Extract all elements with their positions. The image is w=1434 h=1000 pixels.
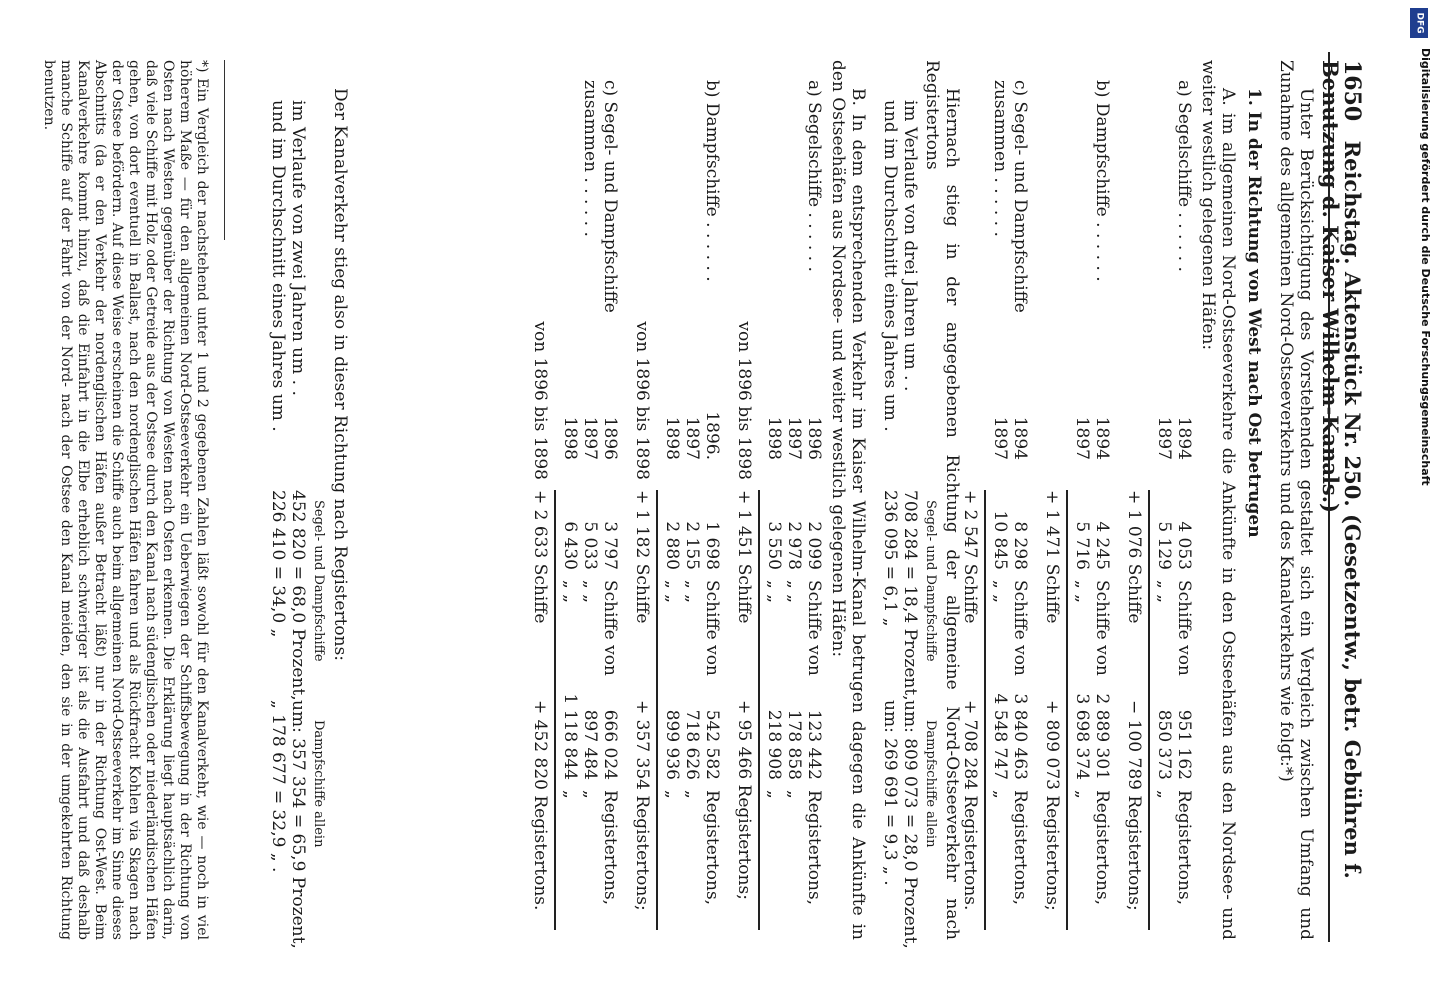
difference-row bbox=[734, 60, 754, 940]
section1-heading: 1. In der Richtung von West nach Ost betrugen bbox=[1244, 88, 1264, 538]
dfg-sidebar bbox=[1404, 8, 1434, 998]
year-cell: 1894 bbox=[1174, 416, 1194, 460]
column-header: Dampfschiffe allein bbox=[311, 720, 326, 848]
table-row bbox=[764, 60, 784, 940]
tons-unit-cell: Registertons, bbox=[804, 790, 824, 906]
ships-cell: 2 155 bbox=[682, 521, 702, 570]
year-cell: 1898 bbox=[662, 416, 682, 460]
table-row bbox=[1154, 60, 1174, 940]
difference-row bbox=[530, 60, 550, 940]
summary-value: 236 095 = 6,1 „ bbox=[880, 490, 900, 627]
difference-tons: + 708 284 Registertons. bbox=[960, 700, 980, 911]
year-cell: 1896 bbox=[600, 416, 620, 460]
tons-unit-cell: „ bbox=[784, 790, 804, 799]
ships-cell: 6 430 bbox=[560, 521, 580, 570]
difference-ships: + 2 547 Schiffe bbox=[960, 490, 980, 624]
tons-cell: 2 889 301 bbox=[1092, 693, 1112, 780]
sum-rule bbox=[984, 490, 986, 930]
ships-cell: 5 716 bbox=[1072, 521, 1092, 570]
tons-unit-cell: Registertons, bbox=[1174, 790, 1194, 906]
summary-label: im Verlaufe von zwei Jahren um . . bbox=[288, 100, 308, 396]
tons-cell: 542 582 bbox=[702, 709, 722, 780]
ships-unit-cell: „ „ bbox=[990, 580, 1010, 604]
difference-ships: + 1 451 Schiffe bbox=[734, 490, 754, 624]
footnote-rule bbox=[224, 60, 225, 240]
table-row bbox=[702, 60, 722, 940]
group-label: a) Segelschiffe . . . . . . bbox=[804, 80, 824, 272]
intro-paragraph: Unter Berücksichtigung des Vorstehenden gestaltet sich ein Vergleich zwischen Umfang und Zunahme des allgemeinen Nord-Ostseeverkehrs und des Kanalverkehrs wie folgt:*) bbox=[1276, 60, 1316, 940]
section-a-heading: A. im allgemeinen Nord-Ostseeverkehre die Ankünfte in den Ostseehäfen aus den Nordsee- und weiter westlich gelegenen Häfen: bbox=[1198, 60, 1238, 940]
ships-unit-cell: „ „ bbox=[1154, 580, 1174, 604]
table-row bbox=[804, 60, 824, 940]
summary-value: 708 284 = 18,4 Prozent, bbox=[900, 490, 920, 701]
summary-column-headers bbox=[920, 60, 940, 940]
table-row bbox=[682, 60, 702, 940]
difference-row bbox=[1124, 60, 1144, 940]
year-cell: 1897 bbox=[1154, 416, 1174, 460]
tons-unit-cell: Registertons, bbox=[600, 790, 620, 906]
ships-cell: 4 053 bbox=[1174, 521, 1194, 570]
summary-row bbox=[288, 60, 308, 949]
ships-unit-cell: „ „ bbox=[784, 580, 804, 604]
summary-value: 452 820 = 68,0 Prozent, bbox=[288, 490, 308, 701]
ships-cell: 5 033 bbox=[580, 521, 600, 570]
tons-cell: 123 442 bbox=[804, 709, 824, 780]
difference-row bbox=[960, 60, 980, 940]
ships-cell: 4 245 bbox=[1092, 521, 1112, 570]
difference-tons: + 452 820 Registertons. bbox=[530, 700, 550, 911]
ships-unit-cell: Schiffe von bbox=[600, 580, 620, 676]
ships-cell: 1 698 bbox=[702, 521, 722, 570]
table-row bbox=[580, 60, 600, 940]
page-title: Reichstag. Aktenstück Nr. 250. (Gesetzentw., betr. Gebühren f. Benutzung d. Kaiser Wilhelm-Kanals.) bbox=[1318, 60, 1365, 879]
ships-cell: 8 298 bbox=[1010, 521, 1030, 570]
ships-unit-cell: „ „ bbox=[662, 580, 682, 604]
sum-rule bbox=[1148, 490, 1150, 930]
table-row bbox=[662, 60, 682, 940]
difference-ships: + 1 076 Schiffe bbox=[1124, 490, 1144, 624]
tons-unit-cell: „ bbox=[990, 790, 1010, 799]
ships-unit-cell: Schiffe von bbox=[702, 580, 722, 676]
column-header: Segel- und Dampfschiffe bbox=[311, 500, 326, 662]
year-cell: 1898 bbox=[764, 416, 784, 460]
year-cell: 1896. bbox=[702, 411, 722, 460]
dfg-logo: DFG bbox=[1410, 8, 1428, 38]
ships-unit-cell: Schiffe von bbox=[1010, 580, 1030, 676]
tons-cell: 897 484 bbox=[580, 709, 600, 780]
dfg-credit-text: Digitalisierung gefördert durch die Deutsche Forschungsgemeinschaft bbox=[1419, 48, 1432, 486]
tons-unit-cell: Registertons, bbox=[702, 790, 722, 906]
summary-value: um: 357 354 = 65,9 Prozent, bbox=[288, 700, 308, 949]
tons-unit-cell: „ bbox=[662, 790, 682, 799]
difference-ships: + 1 471 Schiffe bbox=[1042, 490, 1062, 624]
tons-cell: 899 936 bbox=[662, 709, 682, 780]
difference-label: von 1896 bis 1898 bbox=[632, 321, 652, 480]
table-row bbox=[990, 60, 1010, 940]
sum-rule bbox=[758, 490, 760, 930]
tons-cell: 850 373 bbox=[1154, 709, 1174, 780]
ships-cell: 5 129 bbox=[1154, 521, 1174, 570]
tons-unit-cell: „ bbox=[1072, 790, 1092, 799]
table-row bbox=[1092, 60, 1112, 940]
difference-tons: + 357 354 Registertons; bbox=[632, 700, 652, 911]
difference-label: von 1896 bis 1898 bbox=[530, 321, 550, 480]
summary-label: und im Durchschnitt eines Jahres um . bbox=[880, 100, 900, 432]
ships-cell: 3 550 bbox=[764, 521, 784, 570]
table-row bbox=[560, 60, 580, 940]
tons-cell: 4 548 747 bbox=[990, 693, 1010, 780]
year-cell: 1894 bbox=[1092, 416, 1112, 460]
sum-rule bbox=[656, 490, 658, 930]
year-cell: 1897 bbox=[1072, 416, 1092, 460]
tons-unit-cell: Registertons, bbox=[1010, 790, 1030, 906]
column-header: Segel- und Dampfschiffe bbox=[923, 500, 938, 662]
group-label: c) Segel- und Dampfschiffe zusammen . . . . . . bbox=[990, 80, 1030, 313]
rotated-document-page bbox=[20, 0, 1380, 1000]
ships-unit-cell: „ „ bbox=[1072, 580, 1092, 604]
difference-tons: − 100 789 Registertons; bbox=[1124, 700, 1144, 911]
ships-cell: 2 880 bbox=[662, 521, 682, 570]
difference-ships: + 1 182 Schiffe bbox=[632, 490, 652, 624]
year-cell: 1898 bbox=[560, 416, 580, 460]
tons-unit-cell: „ bbox=[764, 790, 784, 799]
tons-cell: 951 162 bbox=[1174, 709, 1194, 780]
page-number: 1650 bbox=[1339, 60, 1365, 122]
ships-unit-cell: „ „ bbox=[560, 580, 580, 604]
difference-row bbox=[1042, 60, 1062, 940]
sum-rule bbox=[554, 490, 556, 930]
footnote: *) Ein Vergleich der nachstehend unter 1 und 2 gegebenen Zahlen läßt sowohl für den Kanalverkehr, wie — noch in viel höherem Maße — für den allgemeinen Nord-Ostseeverkehr ein Ueberwiegen der Schiffsbewegung in der Richtung von Osten nach Westen gegenüber der Richtung von Westen nach Osten erkennen. Die Erklärung liegt hauptsächlich darin, daß viele Schiffe mit Holz oder Getreide aus der Ostsee durch den Kanal nach südenglischen oder niederländischen Häfen gehen, von dort eventuell in Ballast, nach den nordenglischen Häfen fahren und als Rückfracht Kohlen via Skagen nach der Ostsee befördern. Auf diese Weise erscheinen die Schiffe auch beim allgemeinen Nord-Ostseeverkehr im Sinne dieses Abschnitts (da er den Verkehr der nordenglischen Häfen außer Betracht läßt) nur in der Richtung Ost-West. Beim Kanalverkehre kommt hinzu, daß die Einfahrt in die Elbe erheblich schwieriger ist als die Ausfahrt und daß deshalb manche Schiffe auf der Fahrt von der Nord- nach der Ostsee den Kanal meiden, den sie in der umgekehrten Richtung benutzen. bbox=[41, 60, 210, 940]
page-header bbox=[1318, 60, 1365, 940]
hiernach-table bbox=[880, 60, 940, 949]
difference-ships: + 2 633 Schiffe bbox=[530, 490, 550, 624]
tons-cell: 3 840 463 bbox=[1010, 693, 1030, 780]
table-row bbox=[1072, 60, 1092, 940]
group-label: a) Segelschiffe . . . . . . bbox=[1174, 80, 1194, 272]
tons-unit-cell: Registertons, bbox=[1092, 790, 1112, 906]
difference-row bbox=[632, 60, 652, 940]
group-label: c) Segel- und Dampfschiffe zusammen . . . . . . bbox=[580, 80, 620, 313]
tons-cell: 718 626 bbox=[682, 709, 702, 780]
year-cell: 1897 bbox=[580, 416, 600, 460]
summary-row bbox=[268, 60, 288, 940]
ships-cell: 2 099 bbox=[804, 521, 824, 570]
tons-unit-cell: „ bbox=[580, 790, 600, 799]
ships-unit-cell: „ „ bbox=[764, 580, 784, 604]
group-label: b) Dampfschiffe . . . . . . bbox=[1092, 80, 1112, 282]
summary-row bbox=[880, 60, 900, 940]
summary-value: 226 410 = 34,0 „ bbox=[268, 490, 288, 638]
tons-cell: 178 858 bbox=[784, 709, 804, 780]
tons-cell: 3 698 374 bbox=[1072, 693, 1092, 780]
ships-cell: 3 797 bbox=[600, 521, 620, 570]
tons-cell: 218 908 bbox=[764, 709, 784, 780]
tons-unit-cell: „ bbox=[682, 790, 702, 799]
ships-unit-cell: „ „ bbox=[682, 580, 702, 604]
tons-cell: 666 024 bbox=[600, 709, 620, 780]
group-label: b) Dampfschiffe . . . . . . bbox=[702, 80, 722, 282]
summary-column-headers bbox=[308, 60, 328, 940]
summary-value: um: 809 073 = 28,0 Prozent, bbox=[900, 700, 920, 949]
ships-unit-cell: Schiffe von bbox=[1174, 580, 1194, 676]
year-cell: 1894 bbox=[1010, 416, 1030, 460]
header-rule bbox=[1328, 52, 1330, 942]
summary-value: um: 269 691 = 9,3 „ . bbox=[880, 700, 900, 886]
ships-cell: 10 845 bbox=[990, 510, 1010, 570]
kanal-table bbox=[268, 60, 328, 949]
difference-label: von 1896 bis 1898 bbox=[734, 321, 754, 480]
section-b-heading: B. In dem entsprechenden Verkehr im Kaiser Wilhelm-Kanal betrugen dagegen die Ankünfte in den Ostseehäfen aus Nordsee- und weiter westlich gelegenen Häfen: bbox=[828, 60, 868, 940]
ships-unit-cell: Schiffe von bbox=[804, 580, 824, 676]
tons-unit-cell: „ bbox=[1154, 790, 1174, 799]
ships-unit-cell: Schiffe von bbox=[1092, 580, 1112, 676]
summary-value: „ 178 677 = 32,9 „ . bbox=[268, 700, 288, 873]
difference-tons: + 95 466 Registertons; bbox=[734, 700, 754, 900]
sum-rule bbox=[1066, 490, 1068, 930]
table-row bbox=[1174, 60, 1194, 940]
year-cell: 1897 bbox=[784, 416, 804, 460]
tons-unit-cell: „ bbox=[560, 790, 580, 799]
hiernach-paragraph: Hiernach stieg in der angegebenen Richtung der allgemeine Nord-Ostseeverkehr nach Registertons bbox=[922, 60, 962, 940]
year-cell: 1897 bbox=[682, 416, 702, 460]
year-cell: 1896 bbox=[804, 416, 824, 460]
ships-cell: 2 978 bbox=[784, 521, 804, 570]
year-cell: 1897 bbox=[990, 416, 1010, 460]
summary-label: und im Durchschnitt eines Jahres um . bbox=[268, 100, 288, 432]
table-row bbox=[784, 60, 804, 940]
difference-tons: + 809 073 Registertons; bbox=[1042, 700, 1062, 911]
kanal-paragraph: Der Kanalverkehr stieg also in dieser Richtung nach Registertons: bbox=[330, 88, 350, 662]
summary-row bbox=[900, 60, 920, 949]
column-header: Dampfschiffe allein bbox=[923, 720, 938, 848]
ships-unit-cell: „ „ bbox=[580, 580, 600, 604]
tons-cell: 1 118 844 bbox=[560, 693, 580, 780]
summary-label: im Verlaufe von drei Jahren um . . bbox=[900, 100, 920, 392]
